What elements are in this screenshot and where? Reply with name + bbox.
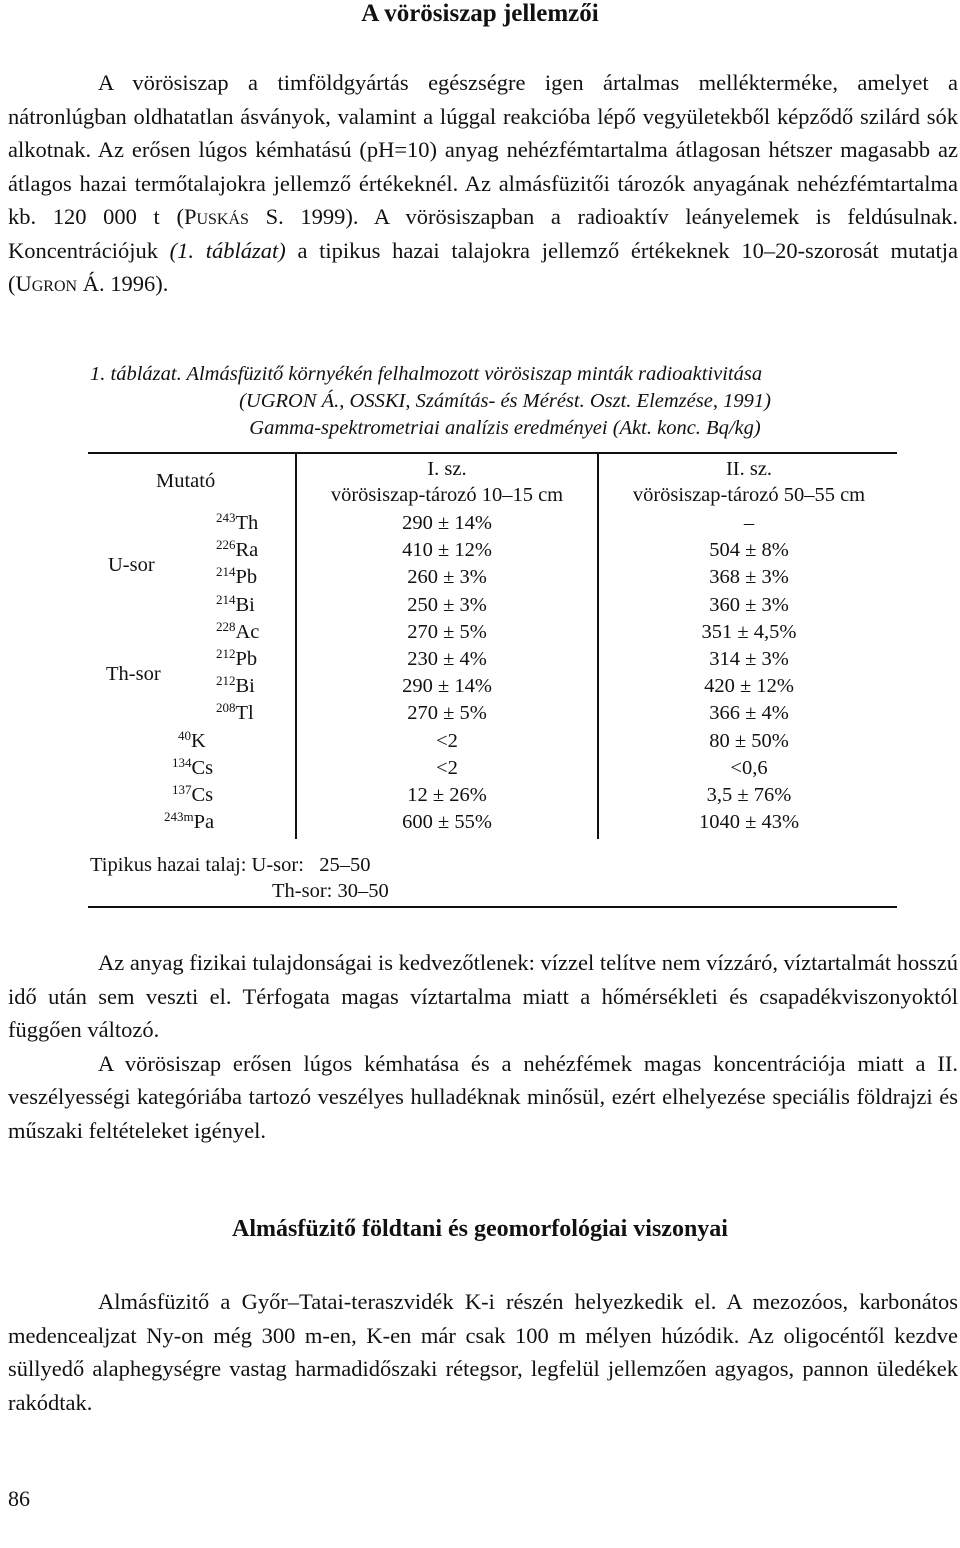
table-header-col1-line1: I. sz. [427,458,467,480]
value-tarozo-1: 250 ± 3% [407,593,487,616]
isotope-label: $^{208}$Tl [216,700,254,725]
table-header-mutato: Mutató [156,470,216,492]
table-caption: 1. táblázat. Almásfüzitő környékén felhalmozott vörösiszap minták radioaktivitása (UGRON Á., OSSKI, Számítás- és Mérést. Oszt. Elemzése, 1991) Gamma-spektrometriai analízis eredményei (Akt. konc. Bq/kg) [90,363,771,439]
value-tarozo-1: 290 ± 14% [402,512,492,534]
section-title: Almásfüzitő földtani és geomorfológiai viszonyai [232,1216,728,1242]
value-tarozo-2: 351 ± 4,5% [701,620,797,643]
geology-paragraph: Almásfüzitő a Győr–Tatai-teraszvidék K-i részén helyezkedik el. A mezozóos, karbonátos medencealjzat Ny-on még 300 m-en, K-en már csak 100 m mélyen húzódik. Az oligocéntől kezdve süllyedő alaphegységre vastag harmadidőszaki rétegsor, legfelül jellemzően agyagos, pannon üledékek rakódtak. [8,1289,958,1415]
value-tarozo-1: 270 ± 5% [407,702,487,725]
value-tarozo-1: 290 ± 14% [402,675,492,698]
table-top-rule [88,452,897,454]
table-bottom-rule [88,906,897,908]
value-tarozo-1: 260 ± 3% [407,566,487,589]
value-tarozo-2: 1040 ± 43% [698,811,800,834]
value-tarozo-2: 80 ± 50% [709,729,789,752]
isotope-label: $^{243}$Th [216,510,259,534]
author-puskas: Puskás [183,204,249,229]
isotope-label: $^{243m}$Pa [164,809,215,834]
isotope-label: $^{228}$Ac [216,618,260,643]
author-ugron: Ugron [15,271,78,296]
table-header-col2-line2: vörösiszap-tározó 50–55 cm [632,484,866,506]
isotope-label: $^{226}$Ra [216,537,259,562]
isotope-label: $^{40}$K [178,727,206,752]
table-footer-line1: Tipikus hazai talaj: U-sor: 25–50 [90,854,371,876]
properties-paragraph: Az anyag fizikai tulajdonságai is kedvezőtlenek: vízzel telítve nem vízzáró, víztartalmát hosszú idő után sem veszti el. Térfogata magas víztartalma miatt a hőmérsékleti és csapadékviszonyoktól függően változó. A vörösiszap erősen lúgos kémhatása és a nehézfémek magas koncentrációja miatt a II. veszélyességi kategóriába tartozó veszélyes hulladéknak minősül, ezért elhelyezése speciális földrajzi és műszaki feltételeket igényel. [8,950,958,1143]
isotope-label: $^{214}$Bi [216,591,255,616]
group-label-u-sor: U-sor [108,554,155,576]
value-tarozo-2: 420 ± 12% [704,675,794,698]
isotope-label: $^{212}$Bi [216,673,255,698]
value-tarozo-2: 504 ± 8% [709,539,789,562]
value-tarozo-2: 368 ± 3% [709,566,789,589]
value-tarozo-2: 3,5 ± 76% [706,784,792,806]
table-column-divider-2 [597,452,599,839]
isotope-label: $^{214}$Pb [216,564,258,589]
isotope-label: $^{212}$Pb [216,646,258,670]
value-tarozo-1: 600 ± 55% [402,811,492,834]
value-tarozo-2: – [743,512,755,534]
table-reference: (1. táblázat) [169,237,286,263]
table-header-col1-line2: vörösiszap-tározó 10–15 cm [330,484,564,506]
value-tarozo-2: <0,6 [730,756,768,779]
value-tarozo-1: 410 ± 12% [402,539,492,562]
value-tarozo-1: 270 ± 5% [407,620,487,643]
page-number: 86 [8,1486,30,1511]
group-label-th-sor: Th-sor [106,663,161,685]
table-footer-line2: Th-sor: 30–50 [272,880,389,902]
intro-paragraph: A vörösiszap a timföldgyártás egészségre igen ártalmas mellékterméke, amelyet a nátronlúgban oldhatatlan ásványok, valamint a lúggal reakcióba lépő vegyületekből képződő szilárd sók alkotnak. Az erősen lúgos kémhatású (pH=10) anyag nehézfémtartalma átlagosan hétszer magasabb az átlagos hazai termőtalajokra jellemző értékeknél. Az almásfüzitői tározók anyagának nehézfémtartalma kb. 120 000 t (Puskás S. 1999). A vörösiszapban a radioaktív leányelemek is feldúsulnak. Koncentrációjuk (1. táblázat) a tipikus hazai talajokra jellemző értékeknek 10–20-szorosát mutatja (Ugron Á. 1996). [8,70,958,296]
value-tarozo-1: <2 [436,756,458,779]
isotope-label: $^{134}$Cs [172,754,214,779]
value-tarozo-1: <2 [436,729,458,752]
table-column-divider-1 [295,452,297,839]
value-tarozo-1: 12 ± 26% [407,784,487,806]
isotope-label: $^{137}$Cs [172,782,214,806]
value-tarozo-2: 360 ± 3% [709,593,789,616]
page-title: A vörösiszap jellemzői [361,0,599,27]
table-header-col2-line1: II. sz. [725,458,773,480]
value-tarozo-2: 314 ± 3% [709,648,789,670]
value-tarozo-1: 230 ± 4% [407,648,487,670]
value-tarozo-2: 366 ± 4% [709,702,789,725]
